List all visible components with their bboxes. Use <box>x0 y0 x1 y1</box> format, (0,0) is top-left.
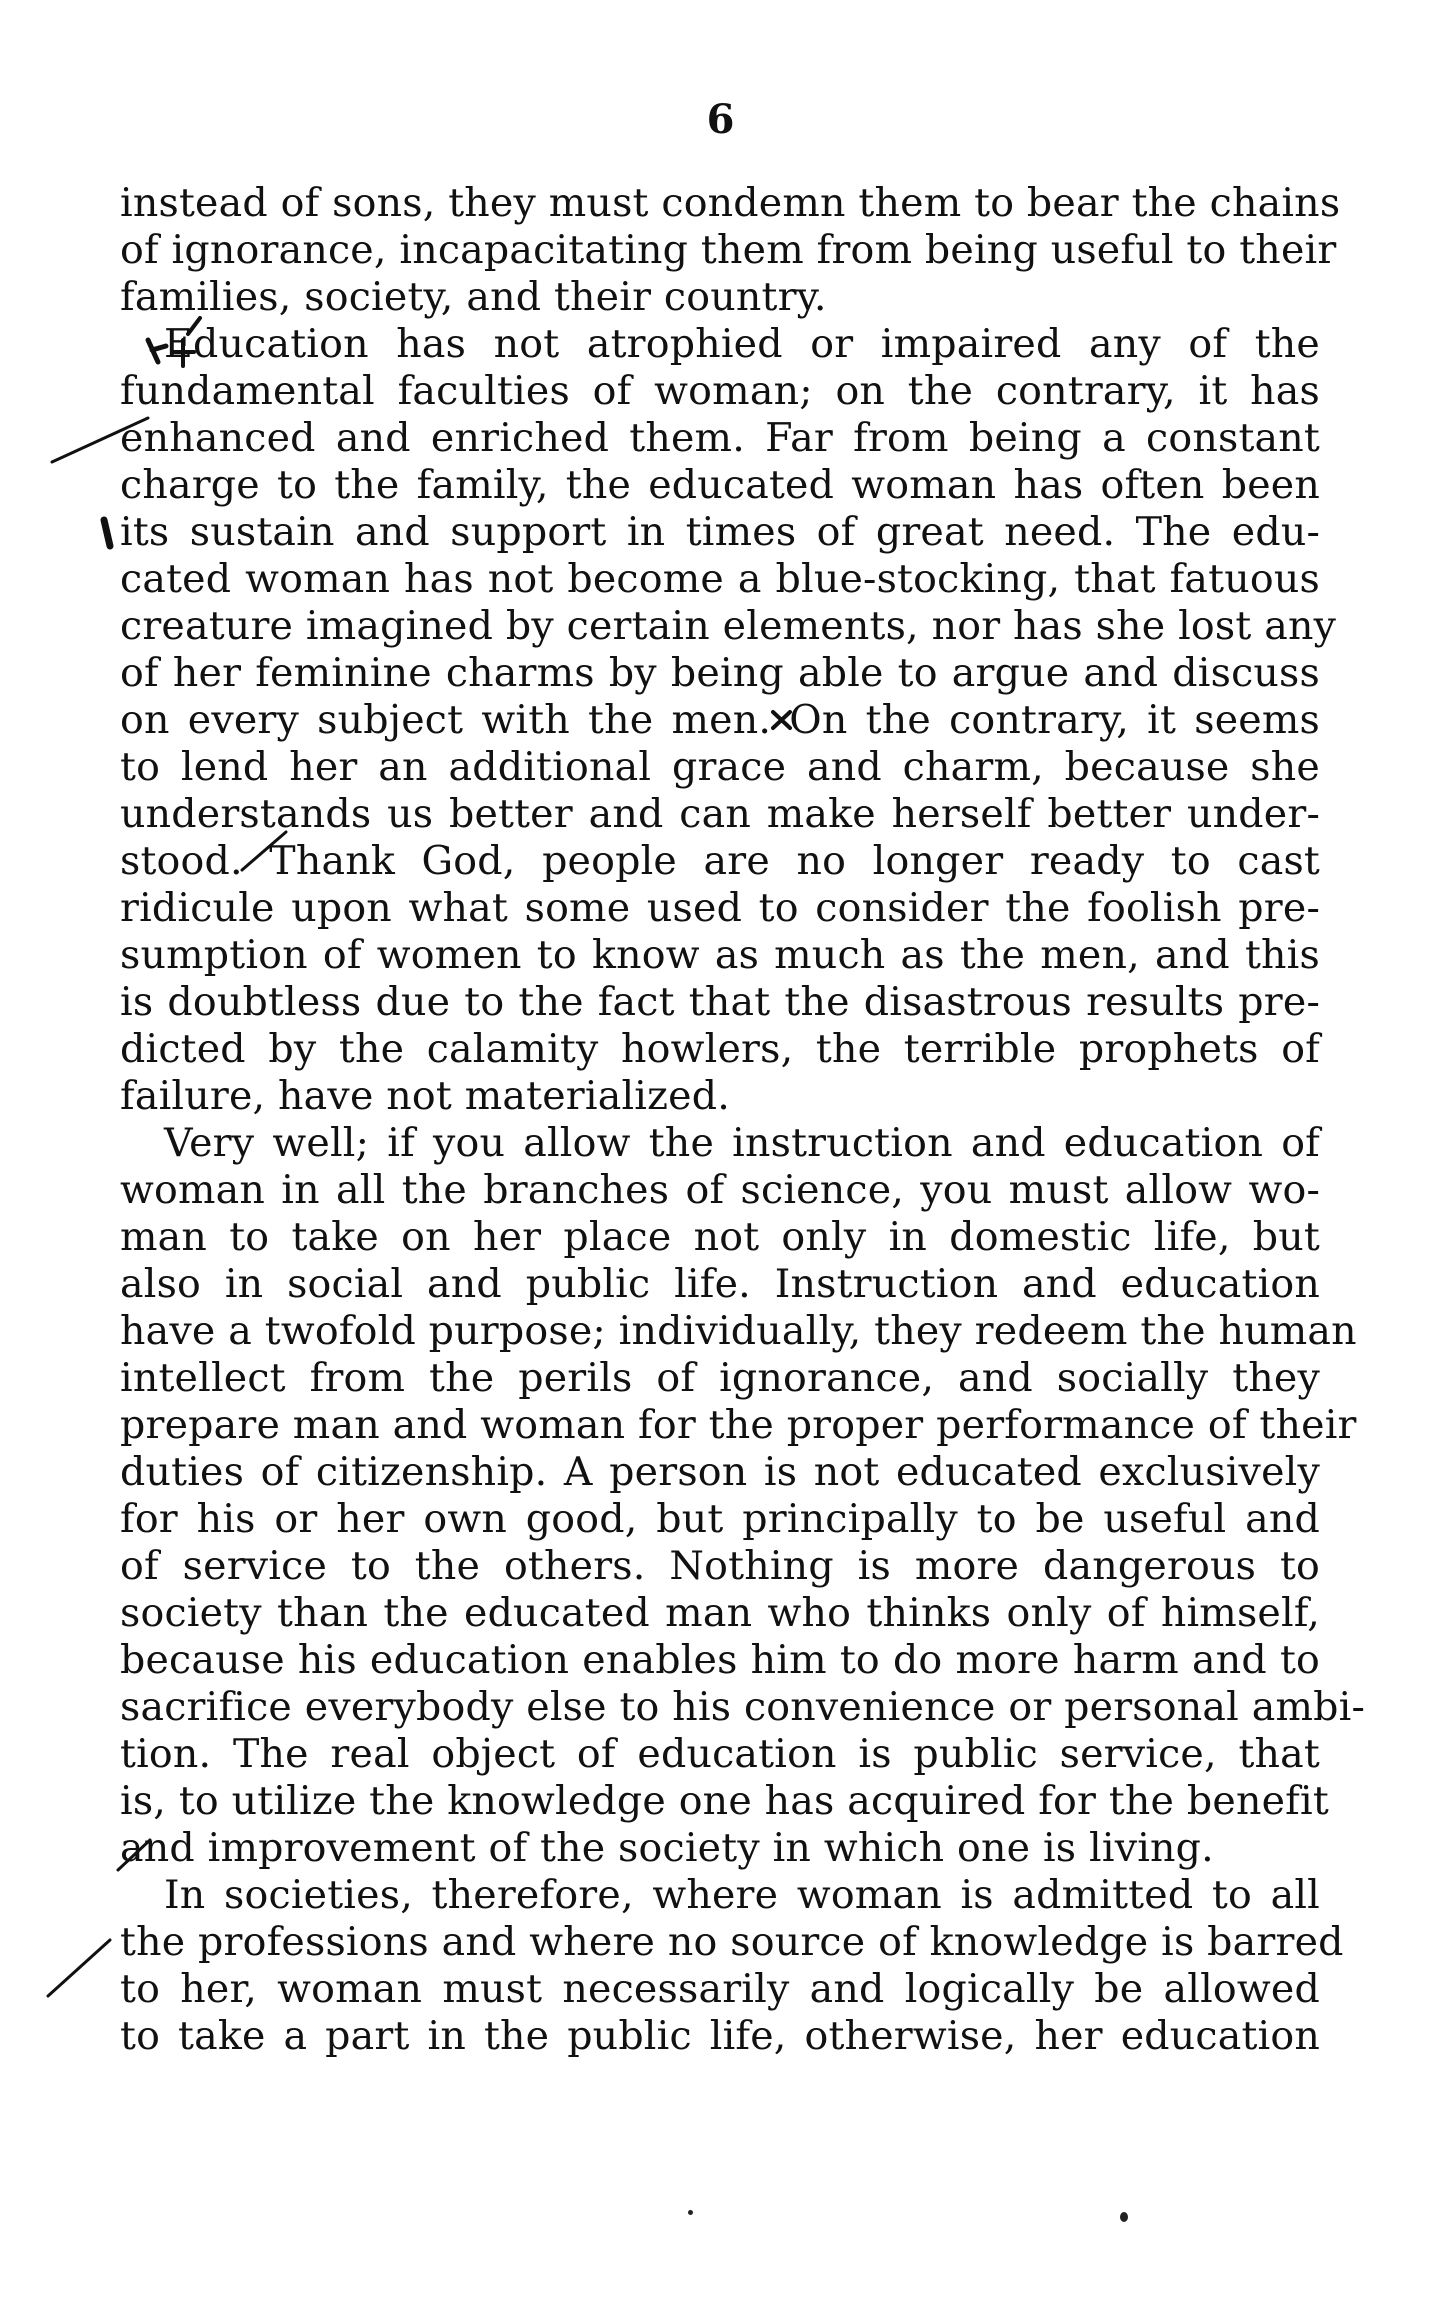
body-text <box>120 180 1366 2060</box>
text-line: prepare man and woman for the proper performance of their <box>120 1402 1357 1448</box>
text-line: dicted by the calamity howlers, the terrible prophets of <box>120 1026 1320 1072</box>
text-line: understands us better and can make herself better under- <box>120 791 1320 837</box>
text-line: and improvement of the society in which one is living. <box>120 1825 1214 1871</box>
text-line: is, to utilize the knowledge one has acquired for the benefit <box>120 1778 1329 1824</box>
text-line: Very well; if you allow the instruction and education of <box>164 1120 1320 1166</box>
page-number: 6 <box>706 96 735 143</box>
text-line: instead of sons, they must condemn them to bear the chains <box>120 180 1341 226</box>
text-line: for his or her own good, but principally to be useful and <box>120 1496 1320 1542</box>
text-line: families, society, and their country. <box>120 274 827 320</box>
text-line: In societies, therefore, where woman is admitted to all <box>164 1872 1320 1918</box>
margin-slash-mark-lower <box>48 1940 110 1996</box>
text-line: sumption of women to know as much as the men, and this <box>120 932 1320 978</box>
text-line: fundamental faculties of woman; on the contrary, it has <box>120 368 1320 414</box>
text-line: stood. Thank God, people are no longer ready to cast <box>120 838 1320 884</box>
margin-bracket-mark <box>104 520 110 546</box>
text-line: creature imagined by certain elements, nor has she lost any <box>120 603 1337 649</box>
text-line: failure, have not materialized. <box>120 1073 730 1119</box>
text-line: man to take on her place not only in domestic life, but <box>120 1214 1320 1260</box>
text-line: cated woman has not become a blue-stocking, that fatuous <box>120 556 1320 602</box>
text-line: to lend her an additional grace and charm, because she <box>120 744 1320 790</box>
print-speck <box>688 2210 693 2215</box>
text-line: charge to the family, the educated woman has often been <box>120 462 1320 508</box>
text-line: Education has not atrophied or impaired any of the <box>164 321 1320 367</box>
text-line: ridicule upon what some used to consider the foolish pre- <box>120 885 1320 931</box>
text-line: the professions and where no source of knowledge is barred <box>120 1919 1344 1965</box>
print-speck <box>1120 2212 1128 2222</box>
text-line: duties of citizenship. A person is not educated exclusively <box>120 1449 1320 1495</box>
text-line: of her feminine charms by being able to argue and discuss <box>120 650 1320 696</box>
text-line: of service to the others. Nothing is more dangerous to <box>120 1543 1320 1589</box>
text-line: of ignorance, incapacitating them from being useful to their <box>120 227 1337 273</box>
text-line: enhanced and enriched them. Far from being a constant <box>120 415 1320 461</box>
text-line: have a twofold purpose; individually, they redeem the human <box>120 1308 1357 1354</box>
text-line: to take a part in the public life, otherwise, her education <box>120 2013 1320 2059</box>
text-line: is doubtless due to the fact that the disastrous results pre- <box>120 979 1320 1025</box>
text-line: sacrifice everybody else to his convenience or personal ambi- <box>120 1684 1366 1730</box>
text-line: society than the educated man who thinks only of himself, <box>120 1590 1320 1636</box>
text-line: on every subject with the men. On the contrary, it seems <box>120 697 1320 743</box>
text-line: also in social and public life. Instruction and education <box>120 1261 1320 1307</box>
text-line: its sustain and support in times of great need. The edu- <box>120 509 1320 555</box>
text-line: to her, woman must necessarily and logically be allowed <box>120 1966 1320 2012</box>
text-line: tion. The real object of education is public service, that <box>120 1731 1320 1777</box>
text-line: intellect from the perils of ignorance, and socially they <box>120 1355 1320 1401</box>
text-line: because his education enables him to do more harm and to <box>120 1637 1320 1683</box>
text-line: woman in all the branches of science, you must allow wo- <box>120 1167 1320 1213</box>
